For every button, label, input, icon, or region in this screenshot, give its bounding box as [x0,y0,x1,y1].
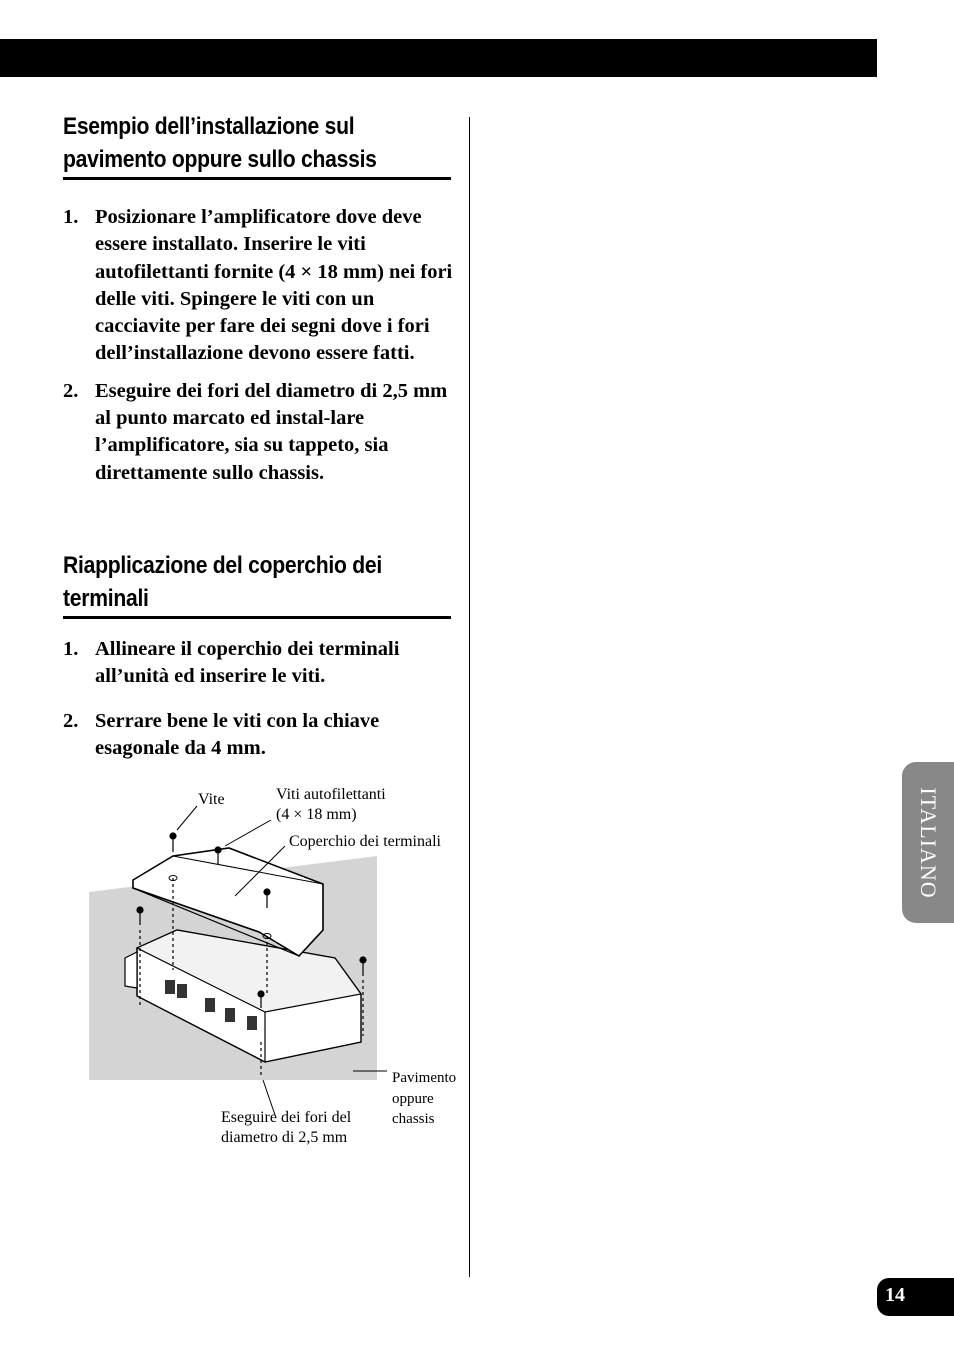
step-text: Eseguire dei fori del diametro di 2,5 mm al punto marcato ed instal-lare l’amplificatore, sia su tappeto, sia direttamente sullo chassis. [95,379,448,484]
heading-line: pavimento oppure sullo chassis [63,146,377,173]
label-line: oppure [392,1090,434,1107]
label-line: chassis [392,1111,435,1127]
terminal-block-icon [247,1016,257,1030]
language-tab [902,762,954,923]
section-heading-terminal-cover [63,549,404,615]
list-item [63,636,453,691]
heading-rule [63,616,451,619]
label-fori [221,1108,351,1148]
label-line: diametro di 2,5 mm [221,1129,348,1146]
step-number: 2. [63,709,79,732]
installation-figure [85,780,470,1160]
label-line: Pavimento [392,1070,457,1086]
terminal-block-icon [165,980,175,994]
label-viti-autofilettanti [276,785,386,825]
step-text: Serrare bene le viti con la chiave esagonale da 4 mm. [95,709,380,759]
list-item [63,708,453,763]
page-number-badge [877,1278,954,1316]
step-text: Allineare il coperchio dei terminali all’unità ed inserire le viti. [95,638,400,688]
page-number: 14 [885,1284,905,1306]
label-vite: Vite [198,791,225,808]
heading-line: Esempio dell’installazione sul [63,113,355,140]
label-line: Eseguire dei fori del [221,1109,352,1126]
heading-line: Riapplicazione del coperchio dei [63,552,382,579]
terminal-block-icon [225,1008,235,1022]
terminal-block-icon [177,984,187,998]
terminal-cover-steps [63,636,453,762]
list-item [63,378,453,487]
step-number: 2. [63,379,79,402]
step-number: 1. [63,638,79,660]
step-number: 1. [63,206,79,228]
heading-line: terminali [63,585,149,612]
list-item [63,204,453,368]
label-line: (4 × 18 mm) [276,806,357,823]
step-text: Posizionare l’amplificatore dove deve essere installato. Inserire le viti autofilettanti fornite (4 × 18 mm) nei fori delle viti. Spingere le viti con un cacciavite per fare dei segni dove i fori dell’installazione devono essere fatti. [95,206,453,365]
floor-install-steps [63,204,453,487]
section-heading-floor-install [63,110,404,176]
heading-rule [63,177,451,180]
language-tab-label: ITALIANO [916,786,941,899]
label-pavimento [392,1068,456,1130]
header-bar [0,39,877,77]
terminal-block-icon [205,998,215,1012]
label-line: Viti autofilettanti [276,786,386,803]
label-coperchio: Coperchio dei terminali [289,833,441,850]
